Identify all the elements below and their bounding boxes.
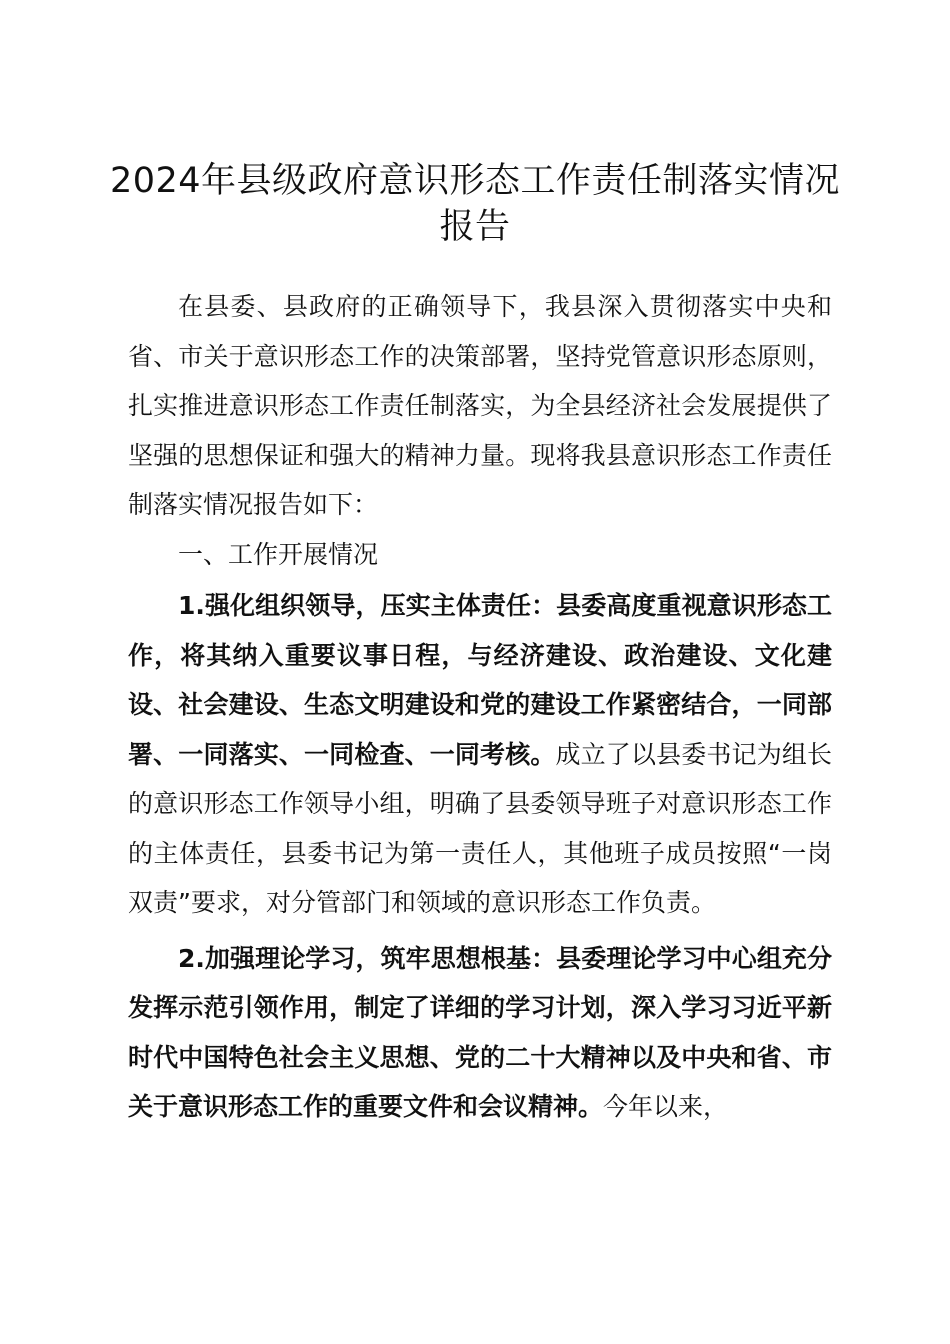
item-2-body: 今年以来， [603, 1092, 729, 1121]
item-1-paragraph [128, 581, 832, 928]
item-2-paragraph [128, 934, 832, 1132]
item-1-bold-lead: 1.强化组织领导，压实主体责任：县委高度重视意识形态工作，将其纳入重要议事日程，与经济建设、政治建设、文化建设、社会建设、生态文明建设和党的建设工作紧密结合，一同部署、一同落实、一同检查、一同考核。 [128, 591, 832, 769]
intro-paragraph: 在县委、县政府的正确领导下，我县深入贯彻落实中央和省、市关于意识形态工作的决策部署，坚持党管意识形态原则，扎实推进意识形态工作责任制落实，为全县经济社会发展提供了坚强的思想保证和强大的精神力量。现将我县意识形态工作责任制落实情况报告如下： [128, 292, 832, 519]
document-body [128, 282, 832, 1132]
section-heading-work: 一、工作开展情况 [178, 539, 379, 569]
document-title: 2024年县级政府意识形态工作责任制落实情况报告 [109, 161, 841, 247]
item-2-bold-lead: 2.加强理论学习，筑牢思想根基：县委理论学习中心组充分发挥示范引领作用，制定了详细的学习计划，深入学习习近平新时代中国特色社会主义思想、党的二十大精神以及中央和省、市关于意识形态工作的重要文件和会议精神。 [128, 943, 832, 1121]
item-1-body: 成立了以县委书记为组长的意识形态工作领导小组，明确了县委领导班子对意识形态工作的主体责任，县委书记为第一责任人，其他班子成员按照“一岗双责”要求，对分管部门和领域的意识形态工作负责。 [128, 739, 832, 917]
